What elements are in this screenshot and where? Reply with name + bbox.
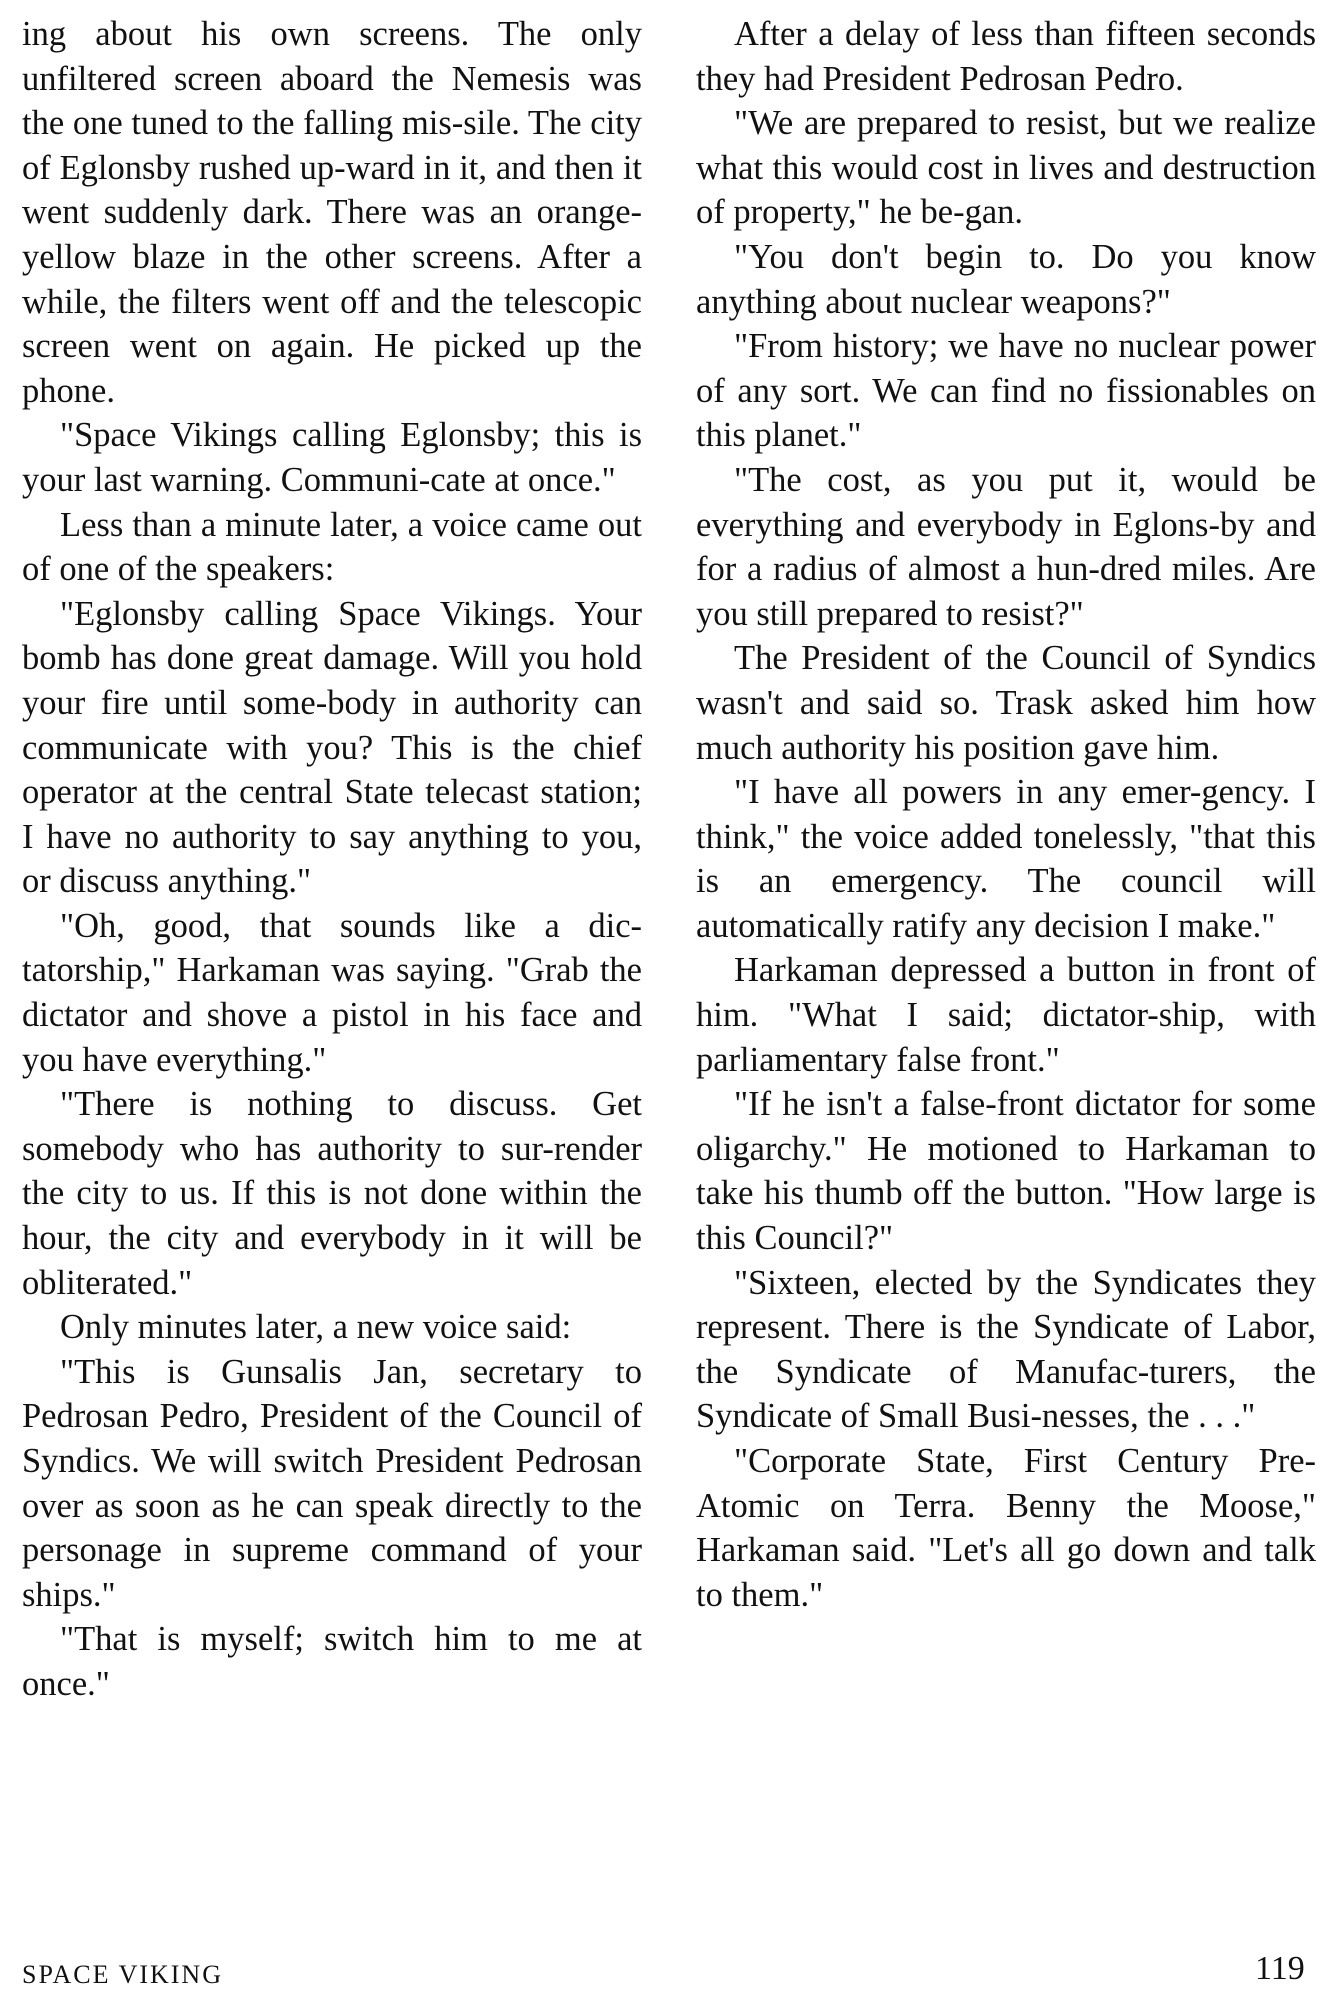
- paragraph: "I have all powers in any emer-gency. I think," the voice added tonelessly, "that this is an emergency. The council will automatically ratify any decision I make.": [696, 773, 1316, 945]
- paragraph: "Sixteen, elected by the Syndicates they represent. There is the Syndicate of Labor, the Syndicate of Manufac-turers, the Syndicate of Small Busi-nesses, the . . .": [696, 1263, 1316, 1436]
- running-footer-title: SPACE VIKING: [22, 1960, 223, 1989]
- paragraph: After a delay of less than fifteen seconds they had President Pedrosan Pedro.: [696, 15, 1316, 98]
- paragraph: "This is Gunsalis Jan, secretary to Pedrosan Pedro, President of the Council of Syndics. We will switch President Pedrosan over as soon as he can speak directly to the personage in supreme command of your ships.": [22, 1352, 642, 1614]
- paragraph: Harkaman depressed a button in front of him. "What I said; dictator-ship, with parliamentary false front.": [696, 951, 1316, 1079]
- paragraph: "From history; we have no nuclear power of any sort. We can find no fissionables on this planet.": [696, 327, 1316, 455]
- page-number: 119: [1255, 1950, 1305, 1987]
- left-column: [22, 12, 642, 1707]
- paragraph: "Corporate State, First Century Pre-Atomic on Terra. Benny the Moose," Harkaman said. "Let's all go down and talk to them.": [696, 1442, 1316, 1614]
- paragraph: Only minutes later, a new voice said:: [60, 1308, 572, 1347]
- paragraph: "You don't begin to. Do you know anything about nuclear weapons?": [696, 237, 1316, 321]
- paragraph: The President of the Council of Syndics wasn't and said so. Trask asked him how much authority his position gave him.: [696, 639, 1316, 767]
- paragraph: Less than a minute later, a voice came out of one of the speakers:: [22, 505, 642, 589]
- paragraph: "Oh, good, that sounds like a dic-tatorship," Harkaman was saying. "Grab the dictator and shove a pistol in his face and you have everything.": [22, 906, 642, 1079]
- paragraph: "The cost, as you put it, would be everything and everybody in Eglons-by and for a radius of almost a hun-dred miles. Are you still prepared to resist?": [696, 460, 1316, 633]
- paragraph: "If he isn't a false-front dictator for some oligarchy." He motioned to Harkaman to take his thumb off the button. "How large is this Council?": [696, 1085, 1316, 1258]
- paragraph: "Space Vikings calling Eglonsby; this is your last warning. Communi-cate at once.": [22, 416, 642, 499]
- paragraph: "Eglonsby calling Space Vikings. Your bomb has done great damage. Will you hold your fire until some-body in authority can communicate with you? This is the chief operator at the central State telecast station; I have no authority to say anything to you, or discuss anything.": [22, 594, 642, 901]
- paragraph: "There is nothing to discuss. Get somebody who has authority to sur-render the city to us. If this is not done within the hour, the city and everybody in it will be obliterated.": [22, 1085, 642, 1302]
- paragraph: "That is myself; switch him to me at once.": [22, 1620, 642, 1703]
- right-column: [696, 12, 1316, 1617]
- paragraph: "We are prepared to resist, but we realize what this would cost in lives and destruction of property," he be-gan.: [696, 104, 1316, 232]
- paragraph: ing about his own screens. The only unfiltered screen aboard the Nemesis was the one tuned to the falling mis-sile. The city of Eglonsby rushed up-ward in it, and then it went suddenly dark. There was an orange-yellow blaze in the other screens. After a while, the filters went off and the telescopic screen went on again. He picked up the phone.: [22, 15, 642, 410]
